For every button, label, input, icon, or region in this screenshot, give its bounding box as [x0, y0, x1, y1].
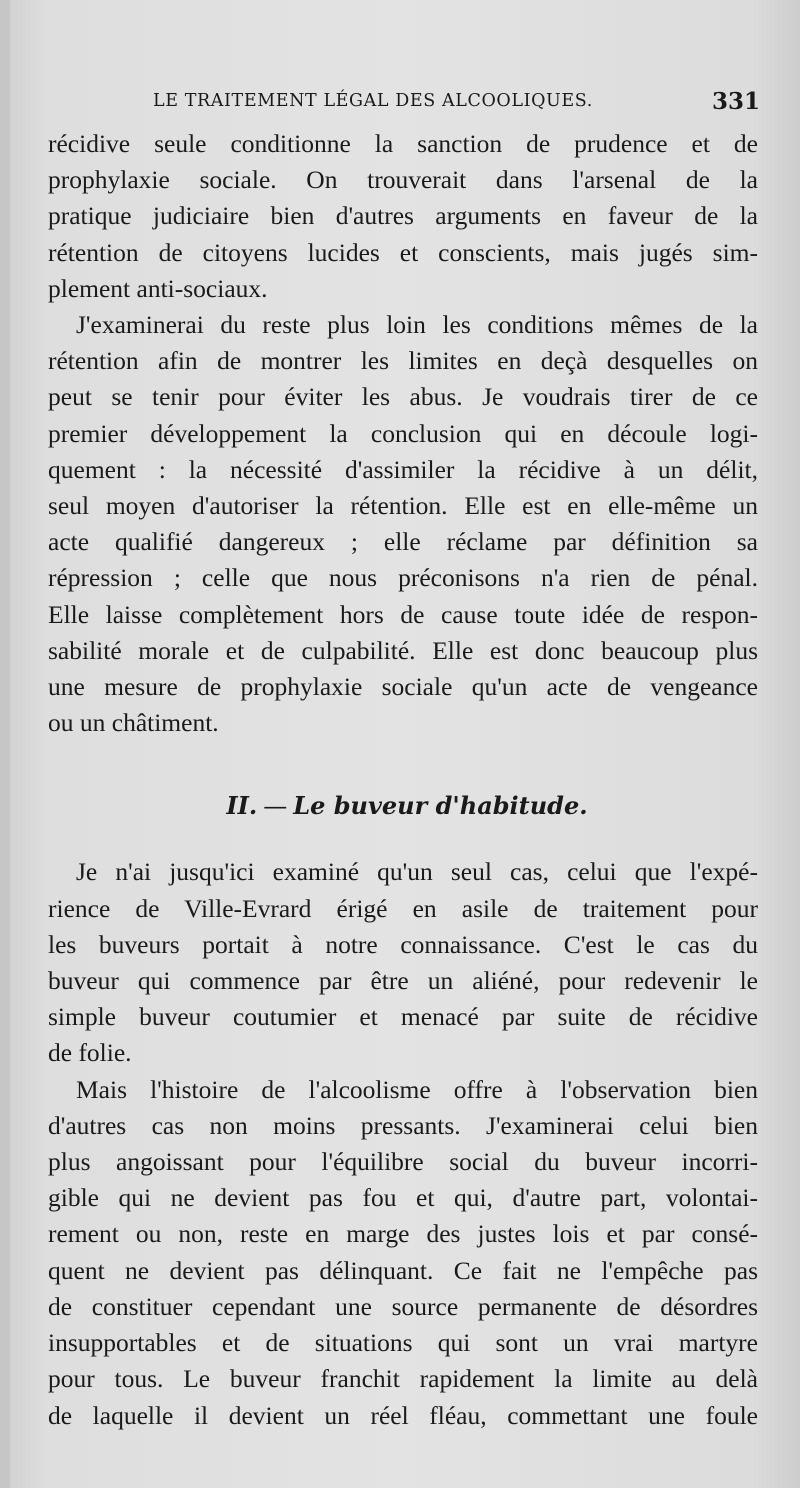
- paragraph-1-line-2: prophylaxie sociale. On trouverait dans l'arsenal de la: [48, 165, 758, 195]
- paragraph-3-line-1: Je n'ai jusqu'ici examiné qu'un seul cas, celui que l'expé-: [76, 857, 758, 887]
- paragraph-2-line-7: acte qualifié dangereux ; elle réclame par définition sa: [48, 527, 758, 557]
- paragraph-3-line-3: les buveurs portait à notre connaissance. C'est le cas du: [48, 929, 758, 959]
- paragraph-4-line-4: gible qui ne devient pas fou et qui, d'autre part, volontai-: [48, 1183, 758, 1213]
- paragraph-1-line-4: rétention de citoyens lucides et conscients, mais jugés sim-: [48, 237, 758, 267]
- section-heading: [48, 788, 758, 824]
- paragraph-3-line-2: rience de Ville-Evrard érigé en asile de traitement pour: [48, 893, 758, 923]
- paragraph-2-line-8: répression ; celle que nous préconisons n'a rien de pénal.: [48, 563, 758, 593]
- paragraph-4-line-1: Mais l'histoire de l'alcoolisme offre à l'observation bien: [76, 1074, 758, 1104]
- paragraph-2-line-1: J'examinerai du reste plus loin les conditions mêmes de la: [76, 310, 758, 340]
- section-numeral: II.: [226, 791, 258, 821]
- paragraph-2-line-9: Elle laisse complètement hors de cause toute idée de respon-: [48, 599, 758, 629]
- paragraph-2-line-6: seul moyen d'autoriser la rétention. Elle est en elle-même un: [48, 491, 758, 521]
- paragraph-4-line-2: d'autres cas non moins pressants. J'examinerai celui bien: [48, 1110, 758, 1140]
- paragraph-2-line-5: quement : la nécessité d'assimiler la récidive à un délit,: [48, 454, 758, 484]
- paragraph-1-line-3: pratique judiciaire bien d'autres arguments en faveur de la: [48, 201, 758, 231]
- section-dash: —: [263, 792, 288, 821]
- paragraph-3-line-4: buveur qui commence par être un aliéné, pour redevenir le: [48, 966, 758, 996]
- running-head: [48, 88, 760, 118]
- paragraph-4-line-5: rement ou non, reste en marge des justes lois et par consé-: [48, 1219, 758, 1249]
- page-number: 331: [711, 88, 760, 115]
- paragraph-2-line-4: premier développement la conclusion qui en découle logi-: [48, 418, 758, 448]
- paragraph-2-line-3: peut se tenir pour éviter les abus. Je voudrais tirer de ce: [48, 382, 758, 412]
- running-title: LE TRAITEMENT LÉGAL DES ALCOOLIQUES.: [153, 91, 593, 111]
- paragraph-4-line-7: de constituer cependant une source permanente de désordres: [48, 1291, 758, 1321]
- paragraph-2-line-2: rétention afin de montrer les limites en deçà desquelles on: [48, 346, 758, 376]
- section-title: Le buveur d'habitude.: [293, 791, 588, 821]
- paragraph-2-line-10: sabilité morale et de culpabilité. Elle est donc beaucoup plus: [48, 635, 758, 665]
- paragraph-1-line-1: récidive seule conditionne la sanction de prudence et de: [48, 129, 758, 158]
- paragraph-4-line-10: de laquelle il devient un réel fléau, commettant une foule: [48, 1400, 758, 1430]
- paragraph-2-line-11: une mesure de prophylaxie sociale qu'un acte de vengeance: [48, 672, 758, 702]
- paragraph-4-line-3: plus angoissant pour l'équilibre social du buveur incorri-: [48, 1147, 758, 1177]
- paragraph-2-line-12: ou un châtiment.: [48, 708, 219, 738]
- paragraph-3-line-6: de folie.: [48, 1038, 132, 1068]
- page-body: [48, 126, 758, 1434]
- paragraph-4-line-6: quent ne devient pas délinquant. Ce fait ne l'empêche pas: [48, 1255, 758, 1285]
- paragraph-4-line-9: pour tous. Le buveur franchit rapidement la limite au delà: [48, 1364, 758, 1394]
- paragraph-1-line-5: plement anti-sociaux.: [48, 273, 268, 303]
- paragraph-3-line-5: simple buveur coutumier et menacé par suite de récidive: [48, 1002, 758, 1032]
- paragraph-4-line-8: insupportables et de situations qui sont un vrai martyre: [48, 1328, 758, 1358]
